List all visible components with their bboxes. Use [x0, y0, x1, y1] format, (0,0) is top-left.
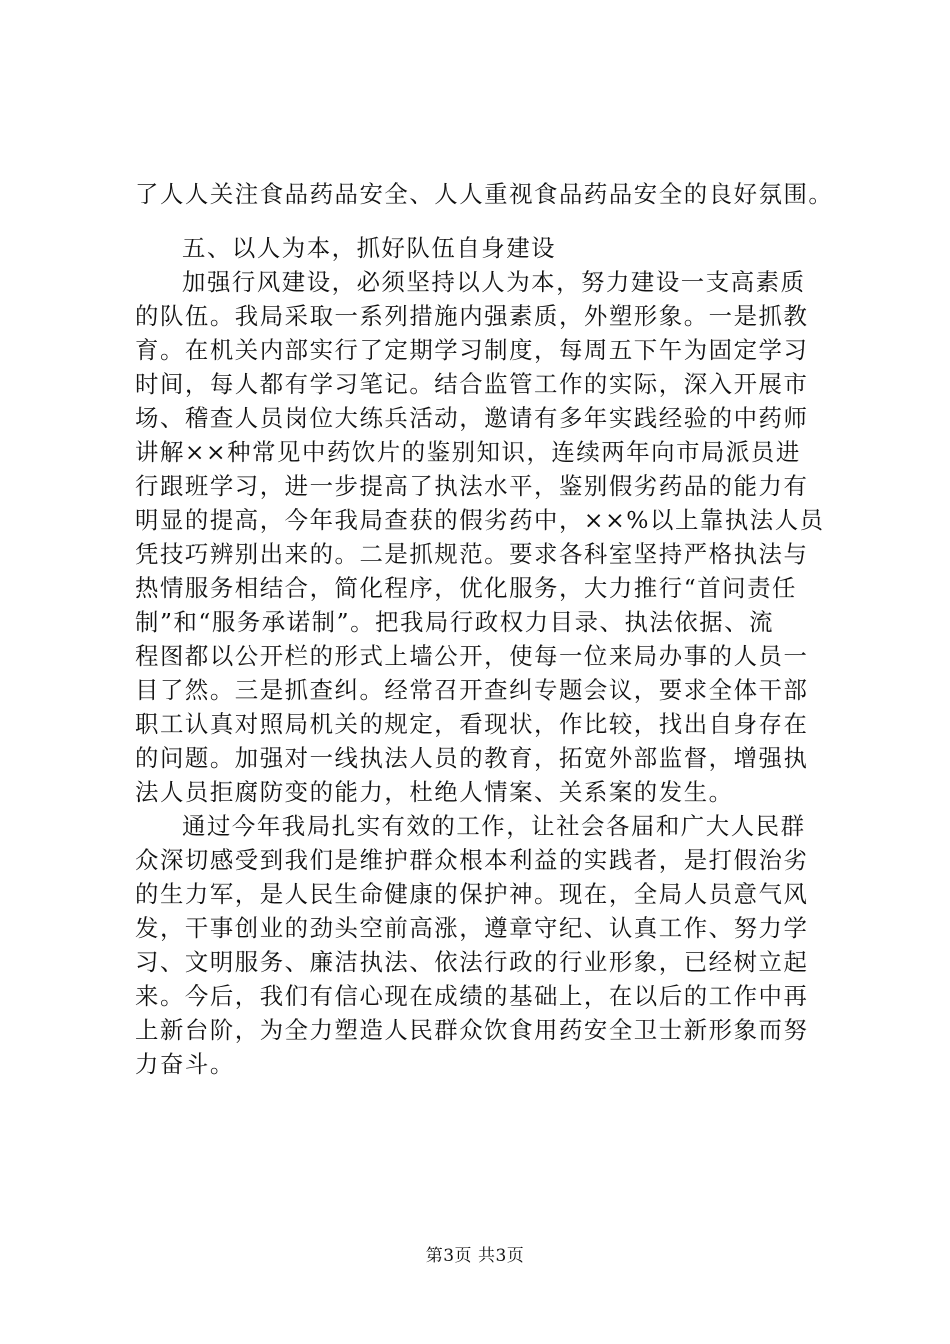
paragraph-line: 习、文明服务、廉洁执法、依法行政的行业形象，已经树立起: [135, 948, 809, 976]
paragraph-line: 热情服务相结合，简化程序，优化服务，大力推行“首问责任: [135, 574, 797, 602]
paragraph-line: 上新台阶，为全力塑造人民群众饮食用药安全卫士新形象而努: [135, 1016, 809, 1044]
paragraph-line: 育。在机关内部实行了定期学习制度，每周五下午为固定学习: [135, 336, 809, 364]
paragraph-line: 的队伍。我局采取一系列措施内强素质，外塑形象。一是抓教: [135, 302, 809, 330]
paragraph-line: 加强行风建设，必须坚持以人为本，努力建设一支高素质: [182, 268, 806, 296]
paragraph-line: 通过今年我局扎实有效的工作，让社会各届和广大人民群: [182, 812, 806, 840]
paragraph-line: 场、稽查人员岗位大练兵活动，邀请有多年实践经验的中药师: [135, 404, 809, 432]
paragraph-line: 行跟班学习，进一步提高了执法水平，鉴别假劣药品的能力有: [135, 472, 809, 500]
paragraph-line: 职工认真对照局机关的规定，看现状，作比较，找出自身存在: [135, 710, 809, 738]
paragraph-line: 制”和“服务承诺制”。把我局行政权力目录、执法依据、流: [135, 608, 775, 636]
paragraph-line: 力奋斗。: [135, 1050, 235, 1078]
paragraph-line: 的问题。加强对一线执法人员的教育，拓宽外部监督，增强执: [135, 744, 809, 772]
paragraph-line: 程图都以公开栏的形式上墙公开，使每一位来局办事的人员一: [135, 642, 809, 670]
paragraph-line: 了人人关注食品药品安全、人人重视食品药品安全的良好氛围。: [135, 180, 834, 208]
paragraph-line: 明显的提高，今年我局查获的假劣药中，××%以上靠执法人员: [135, 506, 825, 534]
paragraph-line: 时间，每人都有学习笔记。结合监管工作的实际，深入开展市: [135, 370, 809, 398]
paragraph-line: 讲解××种常见中药饮片的鉴别知识，连续两年向市局派员进: [135, 438, 801, 466]
section-heading: 五、以人为本，抓好队伍自身建设: [182, 234, 557, 262]
page-number-footer: 第3页 共3页: [425, 1246, 525, 1266]
paragraph-line: 凭技巧辨别出来的。二是抓规范。要求各科室坚持严格执法与: [135, 540, 809, 568]
paragraph-line: 发，干事创业的劲头空前高涨，遵章守纪、认真工作、努力学: [135, 914, 809, 942]
paragraph-line: 目了然。三是抓查纠。经常召开查纠专题会议，要求全体干部: [135, 676, 809, 704]
paragraph-line: 的生力军，是人民生命健康的保护神。现在，全局人员意气风: [135, 880, 809, 908]
paragraph-line: 来。今后，我们有信心现在成绩的基础上，在以后的工作中再: [135, 982, 809, 1010]
paragraph-line: 众深切感受到我们是维护群众根本利益的实践者，是打假治劣: [135, 846, 809, 874]
paragraph-line: 法人员拒腐防变的能力，杜绝人情案、关系案的发生。: [135, 778, 734, 806]
